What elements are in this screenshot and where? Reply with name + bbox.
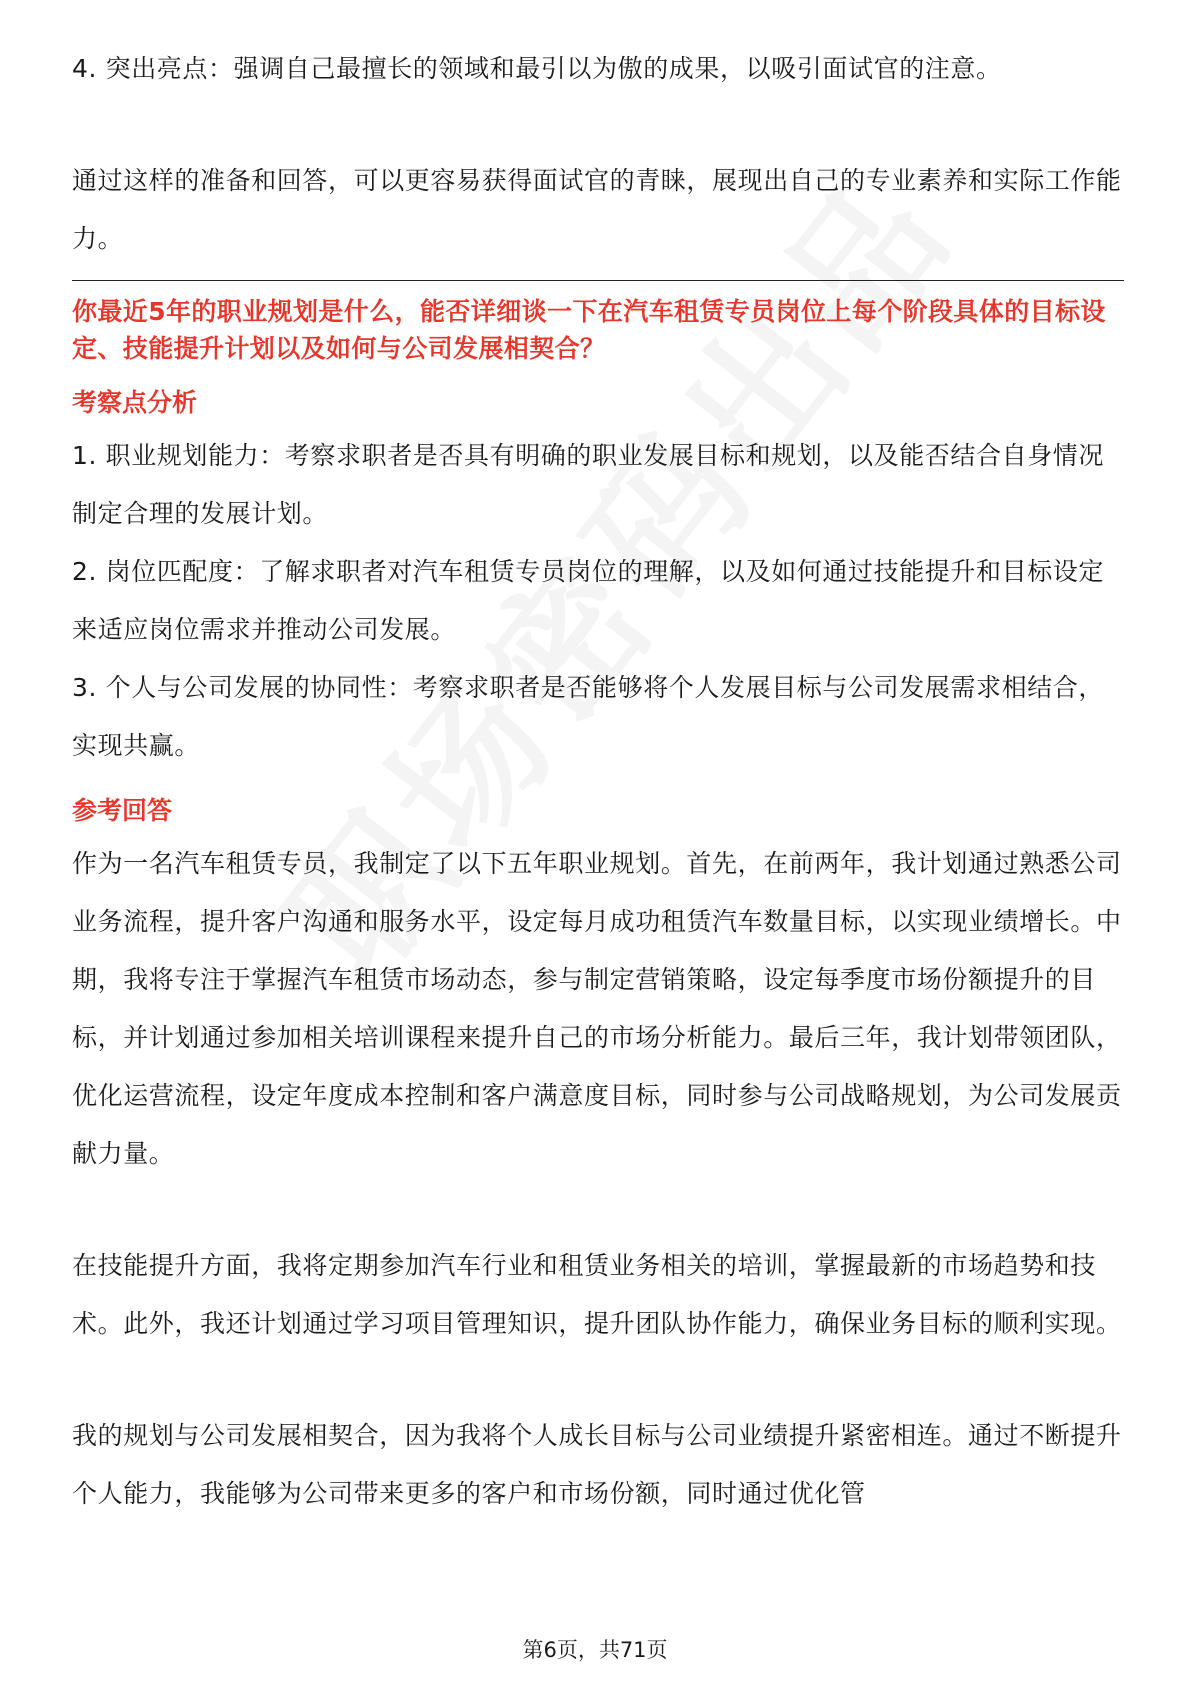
- page-number: 第6页，共71页: [522, 1638, 668, 1662]
- document-page: [72, 40, 1124, 1523]
- intro-point-4: 4. 突出亮点：强调自己最擅长的领域和最引以为傲的成果，以吸引面试官的注意。: [72, 54, 1002, 83]
- answer-heading: 参考回答: [72, 796, 173, 825]
- spacer: [72, 1183, 1124, 1237]
- spacer: [72, 98, 1124, 152]
- analysis-heading: 考察点分析: [72, 388, 198, 417]
- answer-paragraph-1: 作为一名汽车租赁专员，我制定了以下五年职业规划。首先，在前两年，我计划通过熟悉公司业务流程，提升客户沟通和服务水平，设定每月成功租赁汽车数量目标，以实现业绩增长。中期，我将专注于掌握汽车租赁市场动态，参与制定营销策略，设定每季度市场份额提升的目标，并计划通过参加相关培训课程来提升自己的市场分析能力。最后三年，我计划带领团队，优化运营流程，设定年度成本控制和客户满意度目标，同时参与公司战略规划，为公司发展贡献力量。: [72, 849, 1122, 1168]
- spacer: [72, 1353, 1124, 1407]
- analysis-item-3: 3. 个人与公司发展的协同性：考察求职者是否能够将个人发展目标与公司发展需求相结合，实现共赢。: [72, 673, 1105, 760]
- section-divider: [72, 280, 1124, 281]
- interview-question: 你最近5年的职业规划是什么，能否详细谈一下在汽车租赁专员岗位上每个阶段具体的目标设定、技能提升计划以及如何与公司发展相契合？: [72, 297, 1106, 363]
- intro-summary: 通过这样的准备和回答，可以更容易获得面试官的青睐，展现出自己的专业素养和实际工作能力。: [72, 166, 1122, 253]
- answer-paragraph-2: 在技能提升方面，我将定期参加汽车行业和租赁业务相关的培训，掌握最新的市场趋势和技术。此外，我还计划通过学习项目管理知识，提升团队协作能力，确保业务目标的顺利实现。: [72, 1251, 1122, 1338]
- analysis-item-2: 2. 岗位匹配度：了解求职者对汽车租赁专员岗位的理解，以及如何通过技能提升和目标设定来适应岗位需求并推动公司发展。: [72, 557, 1105, 644]
- answer-paragraph-3: 我的规划与公司发展相契合，因为我将个人成长目标与公司业绩提升紧密相连。通过不断提升个人能力，我能够为公司带来更多的客户和市场份额，同时通过优化管: [72, 1421, 1122, 1508]
- analysis-item-1: 1. 职业规划能力：考察求职者是否具有明确的职业发展目标和规划，以及能否结合自身情况制定合理的发展计划。: [72, 441, 1105, 528]
